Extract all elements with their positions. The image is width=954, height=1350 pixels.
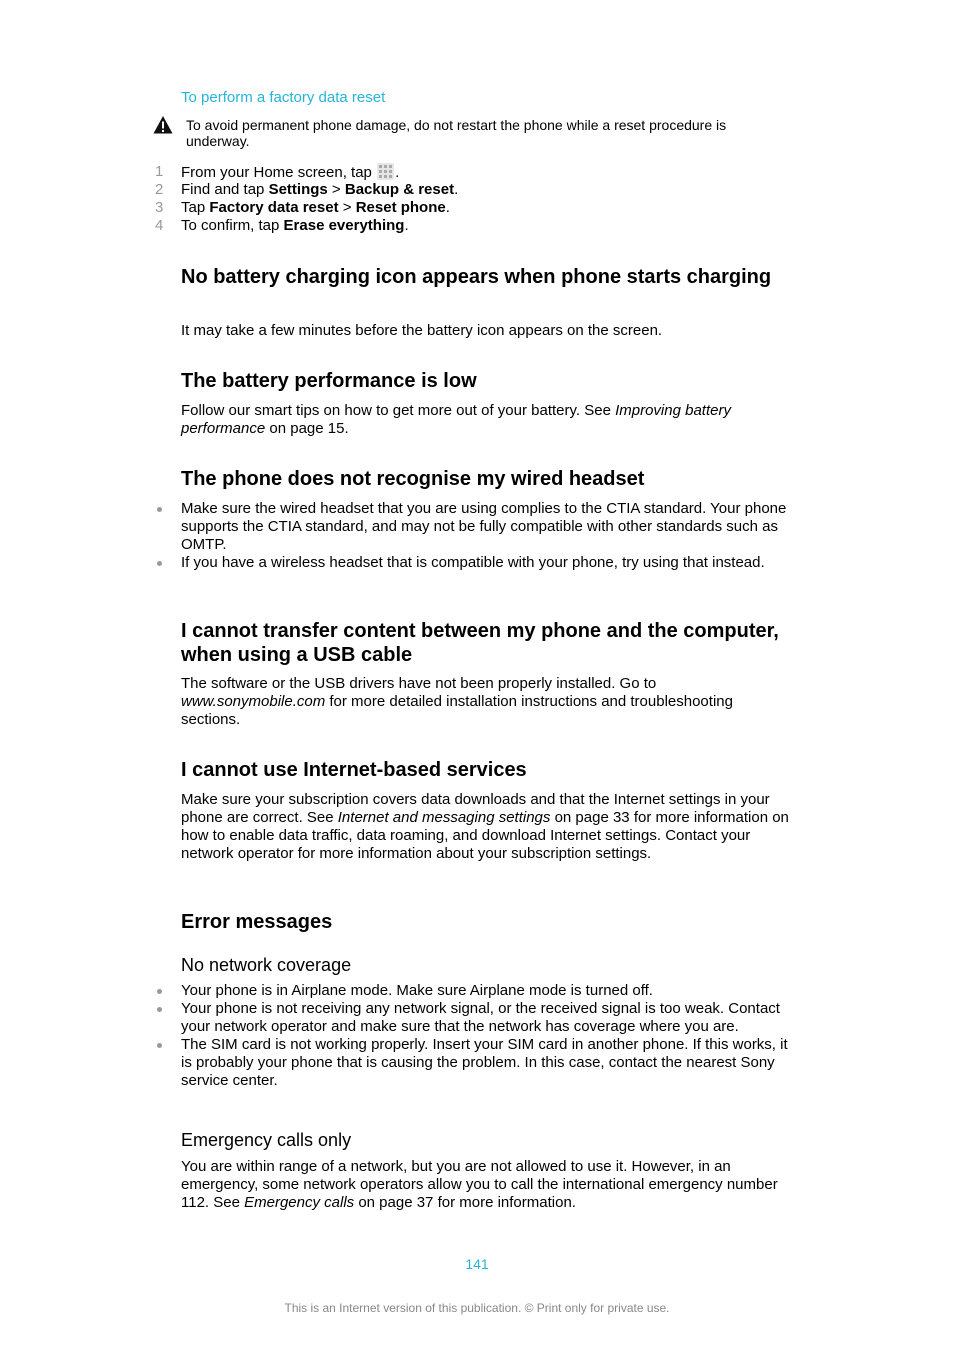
reset-warning: To avoid permanent phone damage, do not restart the phone while a reset procedure is underway.: [186, 117, 727, 149]
path-separator: >: [327, 181, 345, 198]
improving-battery-link[interactable]: Improving battery performance: [181, 402, 731, 437]
bullet-dot: [157, 989, 162, 994]
list-item-text: If you have a wireless headset that is compatible with your phone, try using that instead.: [181, 554, 765, 571]
reset-phone-term: Reset phone: [355, 199, 446, 216]
step-text: Find and tap: [181, 181, 269, 198]
error-messages-heading: Error messages: [181, 911, 333, 933]
bullet-dot: [157, 507, 162, 512]
step-text-end: .: [404, 217, 409, 234]
backup-reset-term: Backup & reset: [344, 181, 455, 198]
wired-headset-heading: The phone does not recognise my wired headset: [181, 468, 645, 490]
step-text-end: .: [395, 164, 400, 181]
application-grid-icon: [377, 163, 394, 180]
step-text-end: .: [445, 199, 450, 216]
internet-text-start: Make sure your subscription covers data downloads and that the Internet settings in your phone are correct. See: [181, 791, 770, 826]
bullet-dot: [157, 1007, 162, 1012]
step-item: [150, 163, 790, 181]
no-network-heading: No network coverage: [181, 955, 352, 975]
list-item: [150, 1036, 796, 1090]
battery-low-text-end: on page 15.: [265, 420, 349, 437]
reset-steps: [150, 163, 790, 235]
list-item-text: Make sure the wired headset that you are using complies to the CTIA standard. Your phone supports the CTIA standard, and may not be fully compatible with other standards such as OMTP.: [181, 500, 787, 553]
usb-transfer-heading: I cannot transfer content between my phone and the computer, when using a USB cable: [181, 620, 779, 666]
warning-triangle-icon: [153, 115, 173, 135]
no-network-list: [150, 982, 796, 1090]
sonymobile-link[interactable]: www.sonymobile.com: [181, 693, 326, 710]
no-charging-icon-heading: No battery charging icon appears when phone starts charging: [181, 266, 772, 288]
page-number: 141: [465, 1256, 489, 1272]
bullet-dot: [157, 561, 162, 566]
step-text: To confirm, tap: [181, 217, 284, 234]
step-text-end: .: [454, 181, 459, 198]
list-item: [150, 1000, 796, 1036]
step-item: [150, 199, 790, 217]
emergency-text: [181, 1158, 796, 1212]
step-item: [150, 181, 790, 199]
list-item: [150, 554, 796, 572]
bullet-dot: [157, 1043, 162, 1048]
internet-heading: I cannot use Internet-based services: [181, 759, 527, 781]
wired-headset-list: [150, 500, 796, 572]
step-item: [150, 217, 790, 235]
list-item-text: Your phone is in Airplane mode. Make sure Airplane mode is turned off.: [181, 982, 653, 999]
battery-low-text-start: Follow our smart tips on how to get more out of your battery. See: [181, 402, 616, 419]
battery-low-text: [181, 402, 796, 438]
internet-text-end: on page 33 for more information on how to enable data traffic, data roaming, and download Internet settings. Contact your network operator for more information about your subscription settings.: [181, 809, 789, 862]
step-number: 2: [155, 181, 164, 198]
step-number: 3: [155, 199, 164, 216]
emergency-text-end: on page 37 for more information.: [354, 1194, 576, 1211]
usb-transfer-text: [181, 675, 796, 729]
list-item: [150, 982, 796, 1000]
factory-reset-title: To perform a factory data reset: [181, 89, 386, 106]
erase-everything-term: Erase everything: [283, 217, 405, 234]
path-separator: >: [338, 199, 356, 216]
internet-settings-link[interactable]: Internet and messaging settings: [337, 809, 551, 826]
list-item-text: The SIM card is not working properly. Insert your SIM card in another phone. If this works, it is probably your phone that is causing the problem. In this case, contact the nearest Sony service center.: [181, 1036, 788, 1089]
no-charging-icon-text: It may take a few minutes before the battery icon appears on the screen.: [181, 322, 663, 339]
factory-data-reset-term: Factory data reset: [209, 199, 339, 216]
list-item: [150, 500, 796, 554]
emergency-text-start: You are within range of a network, but you are not allowed to use it. However, in an emergency, some network operators allow you to call the international emergency number 112. See: [181, 1158, 778, 1211]
list-item-text: Your phone is not receiving any network signal, or the received signal is too weak. Contact your network operator and make sure that the network has coverage where you are.: [181, 1000, 780, 1035]
emergency-calls-link[interactable]: Emergency calls: [244, 1194, 355, 1211]
settings-term: Settings: [268, 181, 328, 198]
internet-text: [181, 791, 796, 863]
emergency-heading: Emergency calls only: [181, 1130, 352, 1150]
footer-notice: This is an Internet version of this publication. © Print only for private use.: [284, 1301, 670, 1315]
step-number: 1: [155, 163, 164, 180]
step-text: From your Home screen, tap: [181, 164, 377, 181]
step-number: 4: [155, 217, 164, 234]
battery-low-heading: The battery performance is low: [181, 370, 477, 392]
step-text: Tap: [181, 199, 210, 216]
usb-transfer-text-end: for more detailed installation instructions and troubleshooting sections.: [181, 693, 733, 728]
usb-transfer-text-start: The software or the USB drivers have not been properly installed. Go to: [181, 675, 657, 692]
